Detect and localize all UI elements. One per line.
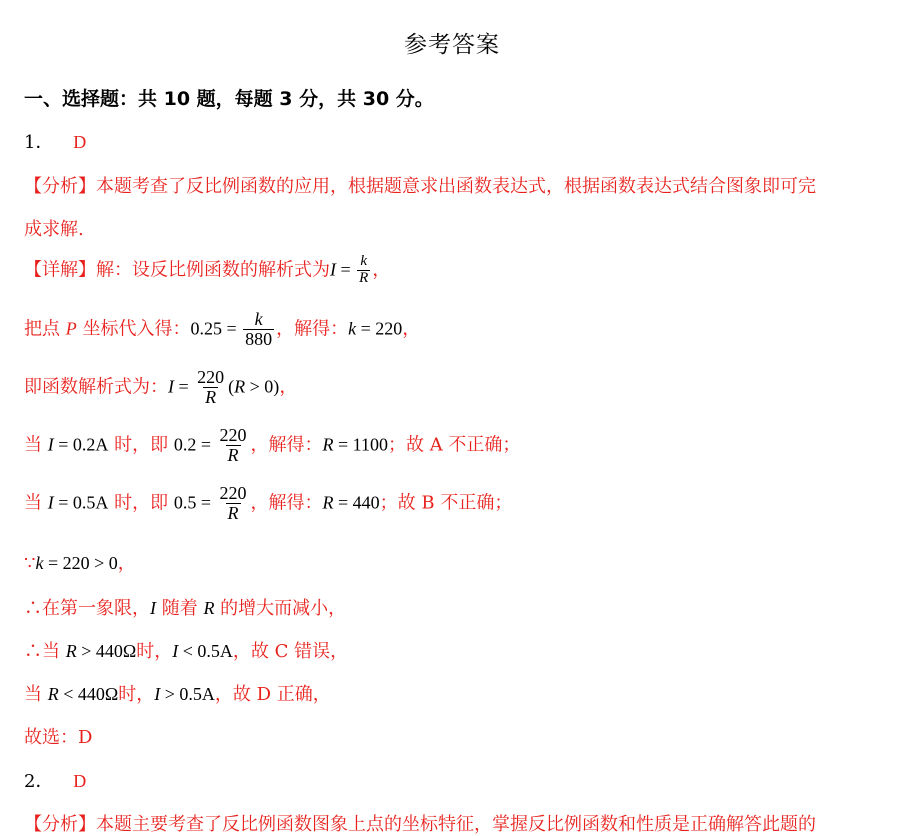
text: ，故 D 正确， — [214, 684, 331, 705]
text: ，解得： — [250, 492, 323, 514]
numerator: 220 — [219, 483, 247, 503]
fraction-k-over-880 — [243, 310, 274, 349]
q1-analysis-line-2: 成求解. — [24, 219, 84, 240]
text: ；故 A 不正确； — [387, 434, 521, 456]
math-text: 0.5 = — [173, 492, 216, 513]
text: 即函数解析式为： — [24, 376, 168, 398]
text: 把点 — [24, 318, 66, 340]
var-P: P — [65, 318, 77, 339]
math-text: = 0.5A — [53, 492, 109, 513]
var-I: I — [168, 376, 174, 397]
numerator: k — [360, 253, 368, 269]
q1-analysis-line-1: 【分析】本题考查了反比例函数的应用，根据题意求出函数表达式，根据函数表达式结合图象即可完 — [24, 176, 816, 197]
denominator: R — [227, 444, 239, 465]
section-heading: 一、选择题：共 10 题，每题 3 分，共 30 分。 — [24, 88, 434, 110]
q1-case-c-line — [24, 637, 348, 663]
fraction-k-over-R — [357, 254, 370, 287]
text: 坐标代入得： — [76, 318, 191, 340]
var-R: R — [203, 598, 215, 618]
q1-because-line — [24, 549, 136, 575]
q1-conclusion: 故选：D — [24, 727, 93, 748]
var-I: I — [150, 598, 156, 618]
var-k: k — [348, 318, 357, 339]
q1-header — [24, 128, 86, 154]
q1-quadrant-line — [24, 594, 346, 620]
text: 的增大而减小， — [214, 598, 347, 619]
numerator: 220 — [219, 425, 247, 445]
math-text: = 440 — [333, 492, 380, 513]
q1-function-line — [24, 368, 297, 407]
punct: ， — [117, 553, 136, 574]
var-k: k — [35, 553, 44, 573]
q1-case-d-line — [24, 680, 331, 706]
page-title: 参考答案 — [404, 32, 500, 58]
q1-detail-line — [24, 254, 390, 287]
var-R: R — [65, 641, 77, 661]
denominator: 880 — [245, 328, 273, 349]
math-text: < 0.5A — [178, 641, 233, 661]
equals: = — [174, 376, 194, 397]
var-I: I — [330, 259, 336, 280]
math-text: = 220 — [356, 318, 403, 339]
numerator: 220 — [197, 367, 225, 387]
var-I: I — [172, 641, 179, 661]
text: ∴当 — [24, 641, 66, 662]
var-I: I — [47, 434, 54, 455]
punct: ， — [402, 318, 421, 340]
var-R: R — [47, 684, 59, 704]
math-text: > 440Ω — [76, 641, 137, 661]
punct: ， — [279, 376, 298, 398]
math-text: ( — [228, 376, 235, 397]
math-text: < 440Ω — [58, 684, 119, 704]
text: 当 — [24, 434, 48, 456]
q1-case-b-line — [24, 484, 512, 523]
fraction-220-over-R — [218, 426, 249, 465]
q1-answer: D — [73, 132, 87, 152]
denominator: R — [359, 269, 369, 286]
text: ，解得： — [250, 434, 323, 456]
q1-substitute-line — [24, 310, 420, 349]
because-symbol: ∵ — [24, 553, 36, 574]
math-text: 0.2 = — [173, 434, 216, 455]
text: ，解得： — [276, 318, 349, 340]
text: 时， — [136, 641, 173, 662]
punct: ， — [372, 259, 391, 281]
numerator: k — [254, 309, 263, 329]
text: 当 — [24, 684, 48, 705]
text: ∴在第一象限， — [24, 598, 150, 619]
var-R: R — [234, 376, 246, 397]
math-text: > 0.5A — [160, 684, 215, 704]
q2-number: 2． — [24, 771, 54, 792]
q1-number: 1． — [24, 132, 54, 153]
fraction-220-over-R — [195, 368, 226, 407]
q1-case-a-line — [24, 426, 520, 465]
text: 时，即 — [108, 492, 174, 514]
math-text: = 0.2A — [53, 434, 109, 455]
var-R: R — [322, 492, 334, 513]
q2-analysis-line-1: 【分析】本题主要考查了反比例函数图象上点的坐标特征，掌握反比例函数和性质是正确解答此题的 — [24, 814, 816, 835]
equals: = — [336, 259, 356, 280]
var-I: I — [154, 684, 161, 704]
fraction-220-over-R — [218, 484, 249, 523]
q2-answer: D — [73, 771, 87, 791]
var-R: R — [322, 434, 334, 455]
math-text: > 0) — [245, 376, 280, 397]
var-I: I — [47, 492, 54, 513]
denominator: R — [205, 386, 217, 407]
denominator: R — [227, 502, 239, 523]
math-text: = 1100 — [333, 434, 388, 455]
text: 时， — [118, 684, 155, 705]
math-text: 0.25 = — [190, 318, 242, 339]
text: ；故 B 不正确； — [379, 492, 513, 514]
text: 当 — [24, 492, 48, 514]
text: 随着 — [156, 598, 204, 619]
detail-label: 【详解】解：设反比例函数的解析式为 — [24, 259, 330, 281]
text: 时，即 — [108, 434, 174, 456]
math-text: = 220 > 0 — [43, 553, 118, 573]
text: ，故 C 错误， — [232, 641, 349, 662]
q2-header — [24, 767, 86, 793]
